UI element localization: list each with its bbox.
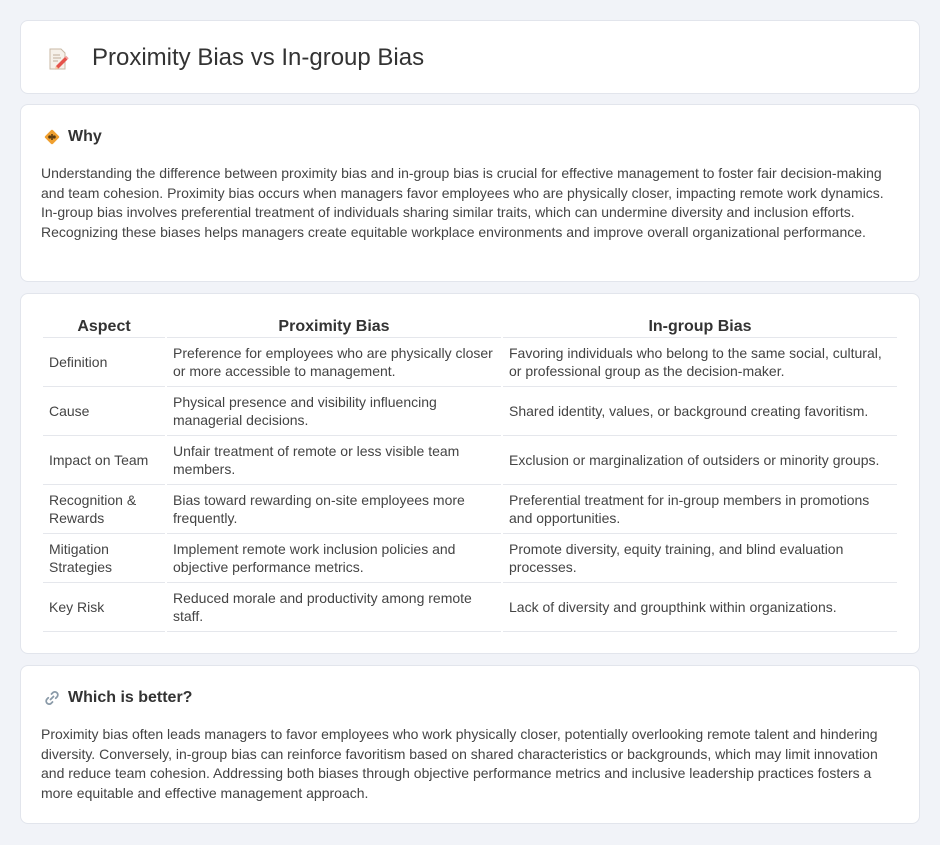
table-row bbox=[43, 485, 897, 534]
aspect-cell: Definition bbox=[43, 338, 165, 387]
title-card bbox=[20, 20, 920, 94]
table-row bbox=[43, 436, 897, 485]
why-heading bbox=[43, 127, 102, 147]
table-row bbox=[43, 534, 897, 583]
which-is-better-section bbox=[20, 665, 920, 824]
page-title: Proximity Bias vs In-group Bias bbox=[92, 44, 425, 71]
proximity-cell: Bias toward rewarding on-site employees more frequently. bbox=[167, 485, 501, 534]
in-group-cell: Shared identity, values, or background creating favoritism. bbox=[503, 387, 897, 436]
why-section bbox=[20, 104, 920, 282]
diamond-warning-icon bbox=[43, 128, 61, 146]
table-row bbox=[43, 583, 897, 632]
in-group-cell: Favoring individuals who belong to the same social, cultural, or professional group as the decision-maker. bbox=[503, 338, 897, 387]
header-aspect: Aspect bbox=[43, 316, 165, 338]
in-group-cell: Lack of diversity and groupthink within organizations. bbox=[503, 583, 897, 632]
why-title: Why bbox=[68, 128, 102, 145]
better-heading bbox=[43, 688, 192, 708]
comparison-table bbox=[41, 316, 899, 632]
header-proximity-bias: Proximity Bias bbox=[167, 316, 501, 338]
proximity-cell: Unfair treatment of remote or less visible team members. bbox=[167, 436, 501, 485]
aspect-cell: Mitigation Strategies bbox=[43, 534, 165, 583]
link-icon bbox=[43, 689, 61, 707]
comparison-section bbox=[20, 293, 920, 654]
better-text: Proximity bias often leads managers to favor employees who work physically closer, potentially overlooking remote talent and hindering diversity. Conversely, in-group bias can reinforce favoritism based on shared characteristics or backgrounds, which may limit innovation and reduce team cohesion. Addressing both biases through objective performance metrics and inclusive leadership practices fosters a more equitable and effective management approach. bbox=[41, 726, 878, 801]
proximity-cell: Physical presence and visibility influencing managerial decisions. bbox=[167, 387, 501, 436]
in-group-cell: Promote diversity, equity training, and blind evaluation processes. bbox=[503, 534, 897, 583]
proximity-cell: Reduced morale and productivity among remote staff. bbox=[167, 583, 501, 632]
proximity-cell: Implement remote work inclusion policies and objective performance metrics. bbox=[167, 534, 501, 583]
memo-pencil-icon bbox=[47, 47, 69, 71]
in-group-cell: Preferential treatment for in-group members in promotions and opportunities. bbox=[503, 485, 897, 534]
in-group-cell: Exclusion or marginalization of outsiders or minority groups. bbox=[503, 436, 897, 485]
why-text: Understanding the difference between proximity bias and in-group bias is crucial for effective management to foster fair decision-making and team cohesion. Proximity bias occurs when managers favor employees who are physically closer, impacting remote work dynamics. In-group bias involves preferential treatment of individuals sharing similar traits, which can undermine diversity and inclusion efforts. Recognizing these biases helps managers create equitable workplace environments and improve overall organizational performance. bbox=[41, 165, 884, 240]
table-row bbox=[43, 387, 897, 436]
proximity-cell: Preference for employees who are physically closer or more accessible to management. bbox=[167, 338, 501, 387]
table-row bbox=[43, 338, 897, 387]
aspect-cell: Impact on Team bbox=[43, 436, 165, 485]
header-in-group-bias: In-group Bias bbox=[503, 316, 897, 338]
aspect-cell: Key Risk bbox=[43, 583, 165, 632]
table-header-row bbox=[43, 316, 897, 338]
better-title: Which is better? bbox=[68, 689, 193, 706]
aspect-cell: Recognition & Rewards bbox=[43, 485, 165, 534]
aspect-cell: Cause bbox=[43, 387, 165, 436]
